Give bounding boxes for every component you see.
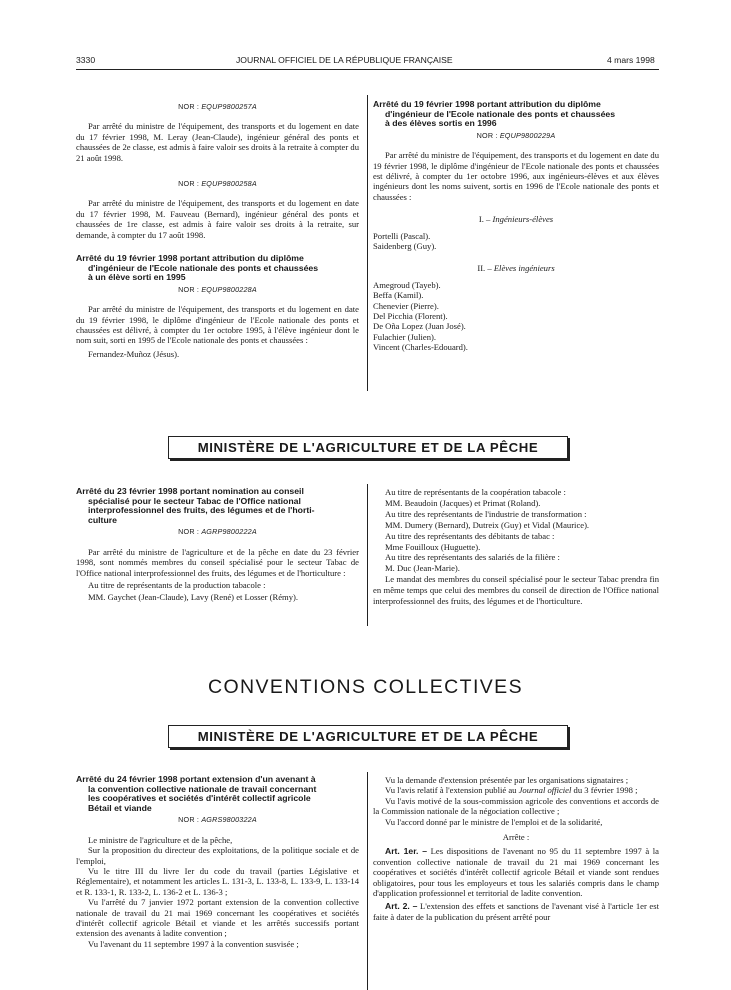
graduate-name: De Oña Lopez (Juan José).: [373, 321, 466, 332]
names-list-1: [373, 231, 659, 252]
ministry-banner: MINISTÈRE DE L'AGRICULTURE ET DE LA PÊCHE: [168, 436, 568, 459]
column-divider-bottom: [367, 772, 368, 990]
issue-date: 4 mars 1998: [607, 55, 655, 65]
decree-paragraph: Le mandat des membres du conseil spécialisé pour le secteur Tabac prendra fin en même temps que celui des membres du conseil de direction de l'Office national interprofessionnel des fruits, des légumes et de l'horticulture.: [373, 574, 659, 607]
decree-paragraph: Mme Fouilloux (Huguette).: [385, 541, 481, 552]
article-2: Art. 2. – L'extension des effets et sanctions de l'avenant visé à l'article 1er est faite à dater de la publication du présent arrêté pour: [373, 901, 659, 922]
section-heading-2: II. – Elèves ingénieurs: [477, 263, 555, 274]
decree-paragraph: Au titre des représentants des salariés de la filière :: [385, 552, 560, 563]
column-divider-middle: [367, 484, 368, 626]
top-left-column: [76, 100, 359, 359]
arrete-heading: Arrête :: [502, 832, 530, 843]
graduate-name: Chenevier (Pierre).: [373, 300, 439, 311]
decree-paragraph: Au titre de représentants de la coopération tabacole :: [385, 487, 566, 497]
nor-reference: NOR : EQUP9800258A: [178, 179, 257, 189]
decree-paragraph: MM. Gaychet (Jean-Claude), Lavy (René) et Losser (Rémy).: [88, 592, 298, 603]
decree-title: Arrêté du 23 février 1998 portant nomination au conseil spécialisé pour le secteur Tabac de l'Office national interprofessionnel des fruits, des légumes et de l'horti- culture: [76, 486, 315, 525]
nor-reference: NOR : AGRP9800222A: [178, 527, 257, 537]
top-right-column: [373, 100, 659, 353]
journal-reference: Journal officiel: [518, 785, 572, 796]
graduate-name: Vincent (Charles-Edouard).: [373, 342, 468, 353]
graduate-name: Portelli (Pascal).: [373, 230, 431, 241]
graduate-name: Fernandez-Muñoz (Jésus).: [88, 348, 180, 359]
decree-paragraph: Par arrêté du ministre de l'équipement, des transports et du logement en date du 17 février 1998, M. Fauveau (Bernard), ingénieur général des ponts et chaussées de 1re classe, est admis à faire valoir ses droits à la retraite, sur demande, à compter du 17 août 1998.: [76, 198, 359, 240]
graduate-name: Fulachier (Julien).: [373, 331, 437, 342]
page-number: 3330: [76, 55, 96, 65]
section-heading-1: I. – Ingénieurs-élèves: [478, 214, 554, 225]
header-rule: [76, 69, 659, 70]
decree-paragraph: MM. Beaudoin (Jacques) et Primat (Roland).: [385, 497, 541, 508]
decree-paragraph: Le ministre de l'agriculture et de la pêche,: [88, 834, 233, 845]
decree-paragraph: MM. Dumery (Bernard), Dutreix (Guy) et Vidal (Maurice).: [385, 519, 590, 530]
names-list-2: [373, 280, 659, 353]
bottom-right-column: [373, 775, 659, 922]
nor-reference: NOR : EQUP9800257A: [178, 102, 257, 111]
column-divider-top: [367, 95, 368, 391]
decree-paragraph: Sur la proposition du directeur des exploitations, de la politique sociale et de l'emploi,: [76, 845, 359, 866]
decree-paragraph: Vu l'accord donné par le ministre de l'emploi et de la solidarité,: [385, 816, 603, 827]
graduate-name: Amegroud (Tayeb).: [373, 279, 441, 290]
bottom-left-column: [76, 775, 359, 949]
mid-right-column: [373, 487, 659, 607]
mid-left-column: [76, 487, 359, 603]
nor-reference: NOR : EQUP9800228A: [178, 284, 257, 294]
decree-paragraph: Au titre des représentants des débitants de tabac :: [385, 530, 555, 541]
section-heading-conventions: CONVENTIONS COLLECTIVES: [207, 676, 523, 698]
decree-paragraph: Vu le titre III du livre Ier du code du travail (parties Législative et Réglementaire), et notamment les articles L. 131-3, L. 133-8, L. 133-9, L. 133-14 et R. 133-1, R. 133-2, L. 136-2 et L. 136-3 ;: [76, 866, 359, 897]
nor-reference: NOR : EQUP9800229A: [476, 130, 556, 140]
ministry-banner: MINISTÈRE DE L'AGRICULTURE ET DE LA PÊCHE: [168, 725, 568, 748]
decree-title: Arrêté du 19 février 1998 portant attribution du diplôme d'ingénieur de l'Ecole nationale des ponts et chaussées à des élèves sortis en 1996: [373, 99, 616, 129]
decree-paragraph: Par arrêté du ministre de l'équipement, des transports et du logement en date du 19 février 1998, le diplôme d'ingénieur de l'Ecole nationale des ponts et chaussées est délivré, à compter du 1er octobre 1995, à l'élève ingénieur dont le nom suit, sorti en 1995 de l'Ecole nationale des ponts et chaussées :: [76, 304, 359, 346]
decree-paragraph: Vu l'avis relatif à l'extension publié au Journal officiel du 3 février 1998 ;: [385, 785, 638, 796]
decree-title: Arrêté du 24 février 1998 portant extension d'un avenant à la convention collective nationale de travail concernant les coopératives et sociétés d'intérêt collectif agricole Bétail et viande: [76, 774, 317, 813]
nor-reference: NOR : AGRS9800322A: [178, 815, 257, 825]
decree-paragraph: M. Duc (Jean-Marie).: [385, 563, 460, 574]
journal-title: JOURNAL OFFICIEL DE LA RÉPUBLIQUE FRANÇAISE: [236, 55, 453, 65]
decree-paragraph: Par arrêté du ministre de l'agriculture et de la pêche en date du 23 février 1998, sont nommés membres du conseil spécialisé pour le secteur Tabac de l'Office national interprofessionnel des fruits, des légumes et de l'horticulture :: [76, 546, 359, 578]
graduate-name: Beffa (Kamil).: [373, 290, 424, 301]
decree-paragraph: Au titre des représentants de l'industrie de transformation :: [385, 508, 587, 519]
decree-paragraph: Vu la demande d'extension présentée par les organisations signataires ;: [385, 775, 629, 785]
decree-paragraph: Vu l'avenant du 11 septembre 1997 à la convention susvisée ;: [88, 938, 299, 949]
graduate-name: Saidenberg (Guy).: [373, 241, 437, 252]
decree-paragraph: Vu l'avis motivé de la sous-commission agricole des conventions et accords de la Commission nationale de la négociation collective ;: [373, 795, 659, 817]
decree-title: Arrêté du 19 février 1998 portant attribution du diplôme d'ingénieur de l'Ecole nationale des ponts et chaussées à un élève sorti en 1995: [76, 253, 319, 283]
article-1: Art. 1er. – Les dispositions de l'avenant no 95 du 11 septembre 1997 à la convention collective nationale de travail du 21 mai 1969 concernant les coopératives et sociétés d'intérêt collectif agricole Bétail et viande sont rendues obligatoires, pour tous les employeurs et tous les salariés compris dans le champ d'application professionnel et territorial de ladite convention.: [373, 846, 659, 899]
decree-paragraph: Par arrêté du ministre de l'équipement, des transports et du logement en date du 19 février 1998, le diplôme d'ingénieur de l'Ecole nationale des ponts et chaussées est délivré, à compter du 1er octobre 1996, aux ingénieurs-élèves et aux élèves ingénieurs dont les noms suivent, sortis en 1996 de l'Ecole nationale des ponts et chaussées :: [373, 150, 659, 202]
graduate-name: Del Picchia (Florent).: [373, 311, 448, 322]
decree-paragraph: Vu l'arrêté du 7 janvier 1972 portant extension de la convention collective nationale de travail du 21 mai 1969 concernant les coopératives et sociétés d'intérêt collectif agricole Bétail et viande et les arrêtés successifs portant extension des avenants à ladite convention ;: [76, 897, 359, 939]
decree-paragraph: Par arrêté du ministre de l'équipement, des transports et du logement en date du 17 février 1998, M. Leray (Jean-Claude), ingénieur général des ponts et chaussées de 2e classe, est admis à faire valoir ses droits à la retraite à compter du 21 août 1998.: [76, 121, 359, 163]
decree-paragraph: Au titre de représentants de la production tabacole :: [88, 580, 266, 590]
